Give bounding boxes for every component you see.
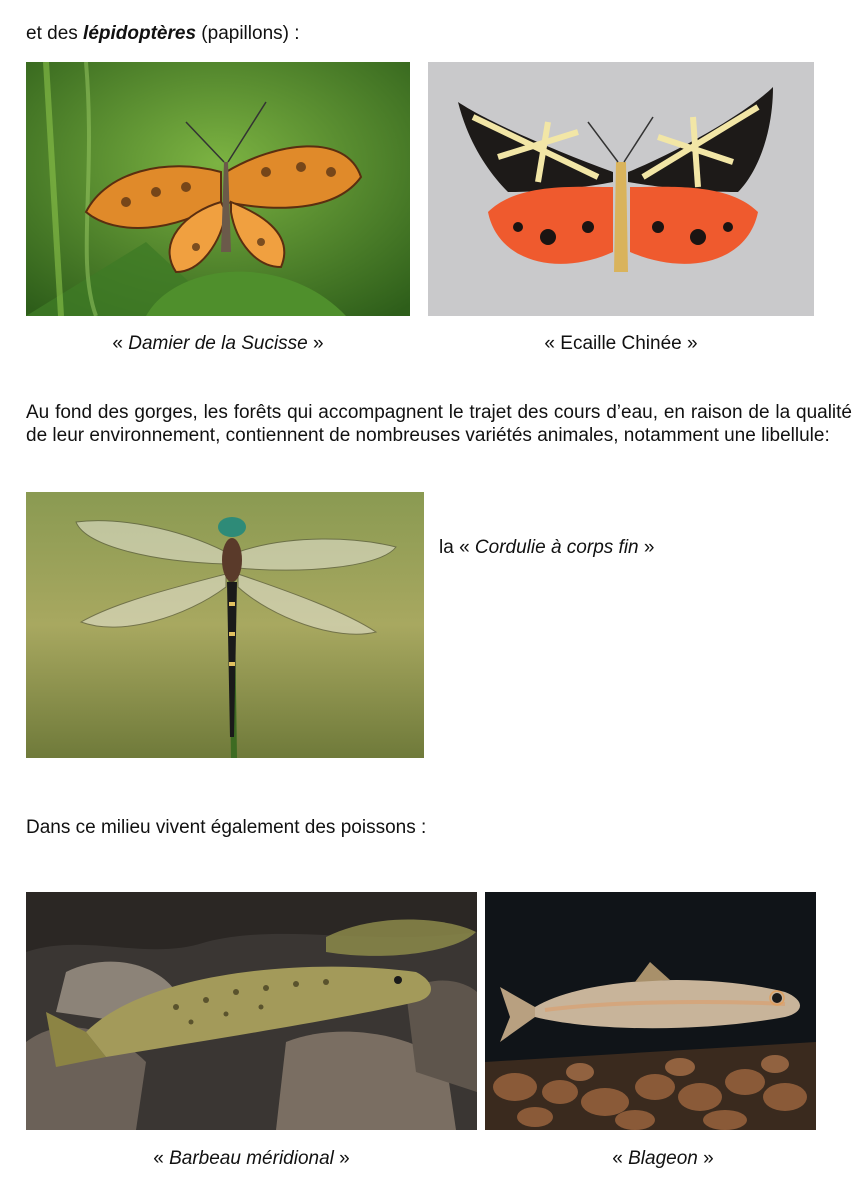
gorges-paragraph: Au fond des gorges, les forêts qui accompagnent le trajet des cours d’eau, en raison de la qualité de leur environnement, contiennent de nombreuses variétés animales, notamment une libellule: — [26, 402, 852, 446]
blageon-caption-name: Blageon — [628, 1148, 698, 1169]
damier-butterfly-photo — [26, 62, 410, 316]
ecaille-moth-photo — [428, 62, 814, 316]
cordulie-caption — [439, 536, 654, 559]
cordulie-caption-name: Cordulie à corps fin — [474, 537, 639, 558]
damier-caption — [26, 333, 410, 355]
intro-term: lépidoptères — [83, 23, 197, 44]
barbeau-caption — [26, 1148, 477, 1170]
damier-caption-name: Damier de la Sucisse — [128, 333, 308, 354]
cordulie-caption-suffix: » — [638, 537, 655, 558]
barbeau-fish-photo — [26, 892, 477, 1130]
cordulie-caption-prefix: la « — [439, 537, 475, 558]
intro-prefix: et des — [26, 23, 84, 44]
fish-intro: Dans ce milieu vivent également des poissons : — [26, 817, 427, 838]
blageon-caption-open: « — [612, 1148, 629, 1169]
barbeau-caption-close: » — [333, 1148, 350, 1169]
intro-suffix: (papillons) : — [196, 23, 300, 44]
blageon-caption — [485, 1148, 841, 1170]
intro-line — [26, 22, 300, 45]
barbeau-caption-open: « — [153, 1148, 170, 1169]
damier-caption-open: « — [112, 333, 129, 354]
cordulie-dragonfly-photo — [26, 492, 424, 758]
blageon-caption-close: » — [697, 1148, 714, 1169]
damier-caption-close: » — [307, 333, 324, 354]
ecaille-caption: « Ecaille Chinée » — [544, 333, 698, 354]
barbeau-caption-name: Barbeau méridional — [169, 1148, 334, 1169]
blageon-fish-photo — [485, 892, 816, 1130]
